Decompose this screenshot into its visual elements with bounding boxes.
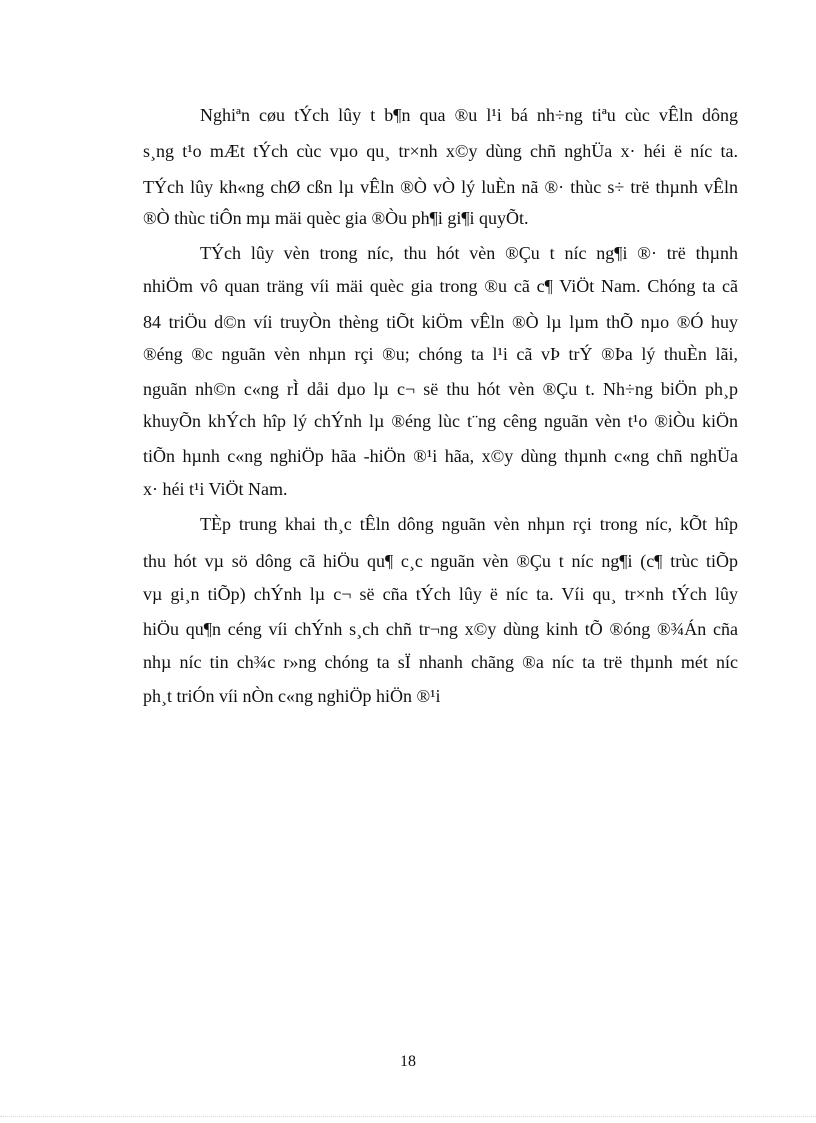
paragraph-2-line-8: x· héi t¹i ViÖt Nam.	[143, 479, 288, 499]
paragraph-2-line-1: TÝch lûy vèn trong níc, thu hót vèn ®Çu t níc ng¶i ®· trë thµnh	[200, 243, 738, 263]
paragraph-3-line-4: hiÖu qu¶n céng víi chÝnh s¸ch chñ tr¬ng x©y dùng kinh tÕ ®óng ®¾Án cña	[143, 619, 738, 639]
paragraph-2-line-4: ®éng ®c nguãn vèn nhµn rçi ®u; chóng ta l¹i cã vÞ trÝ ®Þa lý thuÈn lãi,	[143, 344, 738, 364]
paragraph-3-line-5: nhµ níc tin ch¾c r»ng chóng ta sÏ nhanh chãng ®a níc ta trë thµnh mét níc	[143, 652, 738, 672]
paragraph-2-line-5: nguãn nh©n c«ng rÌ dåi dµo lµ c¬ së thu hót vèn ®Çu t. Nh÷ng biÖn ph¸p	[143, 379, 738, 399]
paragraph-1-line-2: s¸ng t¹o mÆt tÝch cùc vµo qu¸ tr×nh x©y dùng chñ nghÜa x· héi ë níc ta.	[143, 141, 738, 161]
paragraph-3-line-2: thu hót vµ sö dông cã hiÖu qu¶ c¸c nguãn vèn ®Çu t níc ng¶i (c¶ trùc tiÕp	[143, 551, 738, 571]
paragraph-2-line-2: nhiÖm vô quan träng víi mäi quèc gia trong ®u cã c¶ ViÖt Nam. Chóng ta cã	[143, 276, 738, 296]
paragraph-1-line-3: TÝch lûy kh«ng chØ cßn lµ vÊln ®Ò vÒ lý luÈn nã ®· thùc s÷ trë thµnh vÊln	[143, 177, 738, 197]
page-bottom-divider	[0, 1116, 816, 1117]
paragraph-2-line-7: tiÕn hµnh c«ng nghiÖp hãa -hiÖn ®¹i hãa, x©y dùng thµnh c«ng chñ nghÜa	[143, 446, 738, 466]
paragraph-2-line-6: khuyÕn khÝch hîp lý chÝnh lµ ®éng lùc t¨ng cêng nguãn vèn t¹o ®iÒu kiÖn	[143, 411, 738, 431]
paragraph-3-line-1: TÈp trung khai th¸c tÊln dông nguãn vèn nhµn rçi trong níc, kÕt hîp	[200, 514, 738, 534]
paragraph-2-line-3: 84 triÖu d©n víi truyÒn thèng tiÕt kiÖm vÊln ®Ò lµ lµm thÕ nµo ®Ó huy	[143, 312, 738, 332]
page-number: 18	[400, 1053, 416, 1070]
paragraph-1-line-1: Nghiªn cøu tÝch lûy t b¶n qua ®u l¹i bá nh÷ng tiªu cùc vÊln dông	[200, 105, 738, 125]
paragraph-1-line-4: ®Ò thùc tiÔn mµ mäi quèc gia ®Òu ph¶i gi¶i quyÕt.	[143, 208, 529, 228]
paragraph-3-line-6: ph¸t triÓn víi nÒn c«ng nghiÖp hiÖn ®¹i	[143, 686, 441, 706]
paragraph-3-line-3: vµ gi¸n tiÕp) chÝnh lµ c¬ së cña tÝch lûy ë níc ta. Víi qu¸ tr×nh tÝch lûy	[143, 584, 738, 604]
